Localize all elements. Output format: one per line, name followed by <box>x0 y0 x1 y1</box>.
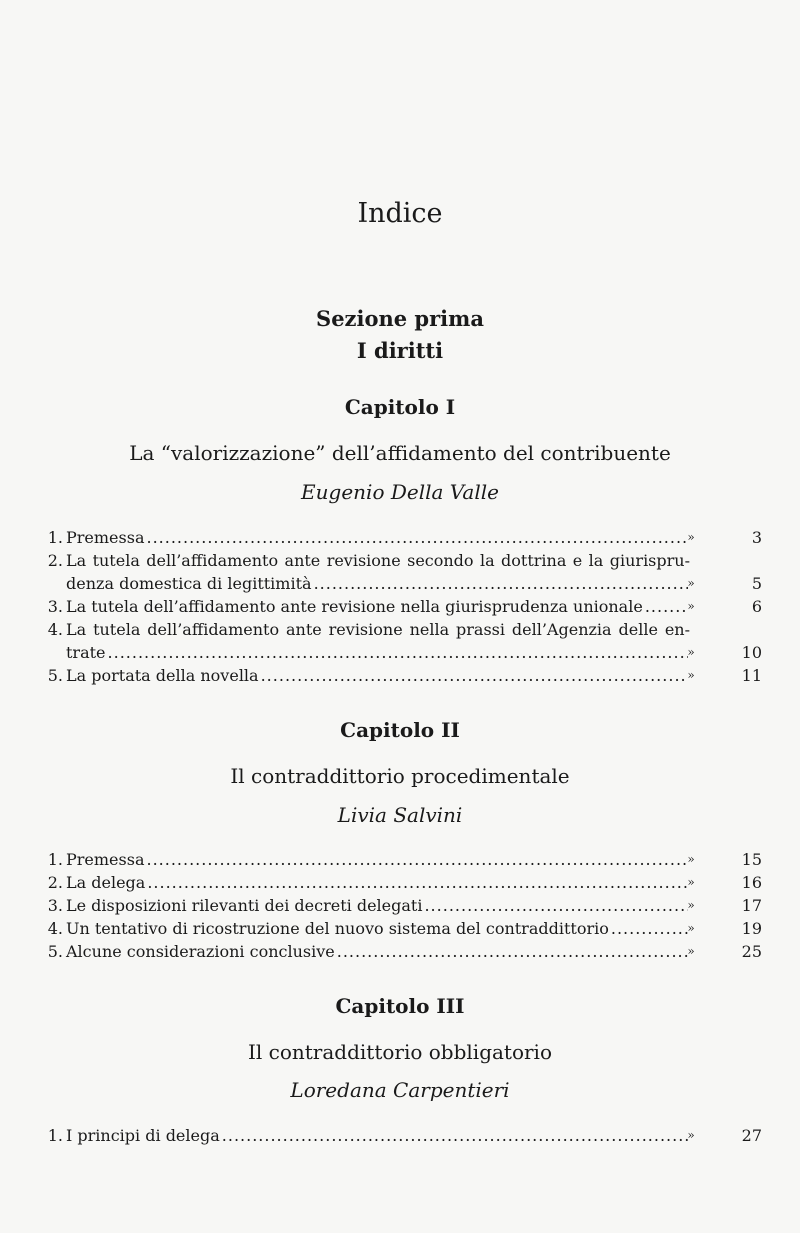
toc-list <box>0 848 800 963</box>
entry-number: 3. <box>47 896 63 915</box>
dot-leader <box>146 526 688 549</box>
toc-entry[interactable] <box>0 917 800 940</box>
chapter-label: Capitolo I <box>344 395 456 419</box>
section-name: I diritti <box>356 338 444 363</box>
chapter-title: Il contraddittorio procedimentale <box>230 764 570 788</box>
entry-page: 10 <box>741 643 762 662</box>
entry-number: 5. <box>47 666 63 685</box>
dot-leader <box>337 940 688 963</box>
toc-entry[interactable] <box>0 526 800 549</box>
page-marker: » <box>687 599 695 613</box>
entry-number: 2. <box>47 873 63 892</box>
page-marker: » <box>687 668 695 682</box>
toc-entry[interactable] <box>0 549 800 595</box>
entry-page: 6 <box>751 597 762 616</box>
dot-leader <box>222 1124 688 1147</box>
toc-entry[interactable] <box>0 595 800 618</box>
dot-leader <box>261 664 688 687</box>
chapter-title: La “valorizzazione” dell’affidamento del contribuente <box>129 441 671 465</box>
entry-text-first-line: La tutela dell’affidamento ante revisione secondo la dottrina e la giurispru- <box>66 551 690 570</box>
page-marker: » <box>687 1128 695 1142</box>
toc-entry[interactable] <box>0 664 800 687</box>
entry-text-first-line: La tutela dell’affidamento ante revisione nella prassi dell’Agenzia delle en- <box>66 620 690 639</box>
entry-page: 17 <box>741 896 762 915</box>
toc-entry[interactable] <box>0 940 800 963</box>
entry-text: La tutela dell’affidamento ante revisione nella giurisprudenza unionale <box>66 597 643 616</box>
entry-number: 2. <box>47 551 63 570</box>
entry-number: 1. <box>47 1126 63 1145</box>
page-marker: » <box>687 852 695 866</box>
entry-number: 4. <box>47 919 63 938</box>
entry-text: Premessa <box>66 528 145 547</box>
entry-number: 1. <box>47 528 63 547</box>
toc-list <box>0 526 800 687</box>
page-marker: » <box>687 530 695 544</box>
entry-page: 25 <box>741 942 762 961</box>
entry-text: La portata della novella <box>66 666 259 685</box>
toc-list <box>0 1124 800 1147</box>
toc-entry[interactable] <box>0 848 800 871</box>
entry-text: I principi di delega <box>66 1126 220 1145</box>
chapter-label: Capitolo III <box>335 994 465 1018</box>
entry-text: La delega <box>66 873 146 892</box>
entry-text: Premessa <box>66 850 145 869</box>
section-label: Sezione prima <box>316 306 484 331</box>
toc-entry[interactable] <box>0 871 800 894</box>
entry-page: 5 <box>751 574 762 593</box>
toc-entry[interactable] <box>0 618 800 664</box>
page-marker: » <box>687 645 695 659</box>
entry-page: 16 <box>741 873 762 892</box>
chapter-title: Il contraddittorio obbligatorio <box>247 1040 552 1064</box>
entry-text: trate <box>66 643 106 662</box>
entry-number: 5. <box>47 942 63 961</box>
entry-page: 19 <box>741 919 762 938</box>
dot-leader <box>611 917 688 940</box>
page-title: Indice <box>357 198 443 229</box>
dot-leader <box>424 894 688 917</box>
entry-text: denza domestica di legittimità <box>66 574 312 593</box>
entry-number: 3. <box>47 597 63 616</box>
page-marker: » <box>687 944 695 958</box>
entry-page: 15 <box>741 850 762 869</box>
entry-page: 27 <box>741 1126 762 1145</box>
dot-leader <box>314 572 688 595</box>
entry-number: 1. <box>47 850 63 869</box>
entry-text: Alcune considerazioni conclusive <box>66 942 335 961</box>
entry-page: 11 <box>741 666 762 685</box>
entry-text: Le disposizioni rilevanti dei decreti delegati <box>66 896 423 915</box>
entry-page: 3 <box>751 528 762 547</box>
page-marker: » <box>687 921 695 935</box>
dot-leader <box>645 595 688 618</box>
chapter-author: Loredana Carpentieri <box>290 1078 510 1102</box>
dot-leader <box>147 871 688 894</box>
chapter-author: Livia Salvini <box>337 803 463 827</box>
entry-text: Un tentativo di ricostruzione del nuovo sistema del contraddittorio <box>66 919 609 938</box>
dot-leader <box>146 848 688 871</box>
page-marker: » <box>687 576 695 590</box>
chapter-label: Capitolo II <box>340 718 460 742</box>
toc-entry[interactable] <box>0 1124 800 1147</box>
toc-entry[interactable] <box>0 894 800 917</box>
dot-leader <box>108 641 688 664</box>
entry-number: 4. <box>47 620 63 639</box>
page-marker: » <box>687 898 695 912</box>
chapter-author: Eugenio Della Valle <box>301 480 499 504</box>
page-marker: » <box>687 875 695 889</box>
